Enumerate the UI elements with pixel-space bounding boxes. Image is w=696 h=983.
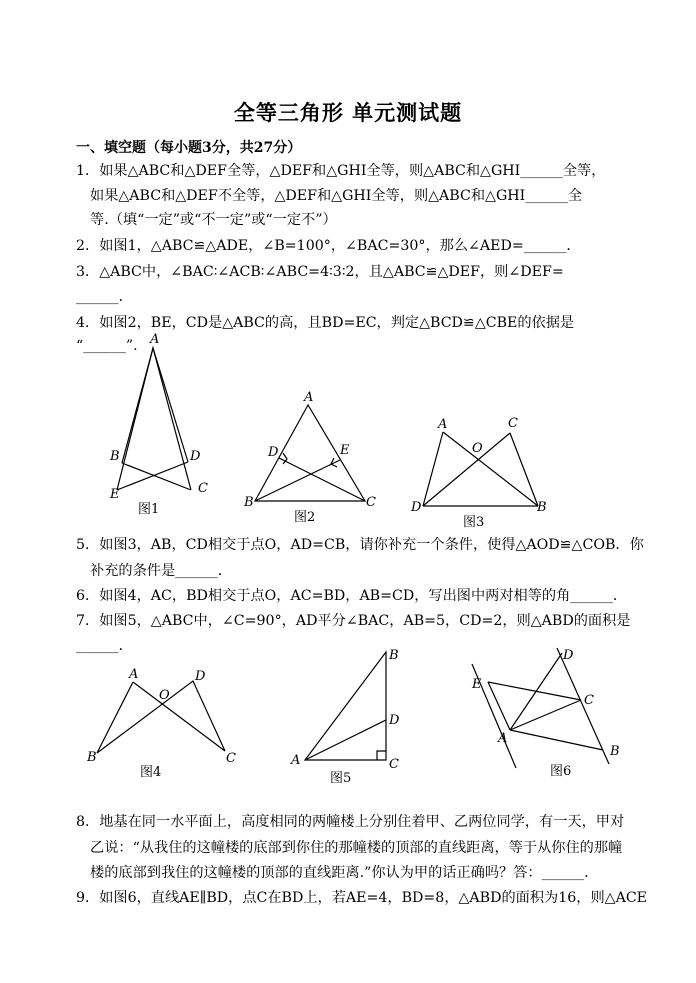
fig5-label-c: C <box>389 757 399 772</box>
figure-6 <box>468 642 628 787</box>
q3-line2: ______． <box>76 289 133 305</box>
q6-line1: 6．如图4，AC，BD相交于点O，AC=BD，AB=CD，写出图中两对相等的角______． <box>76 588 628 604</box>
fig3-label-o: O <box>472 441 483 456</box>
fig3-label-a: A <box>438 417 448 432</box>
fig6-label-e: E <box>472 677 482 692</box>
fig3-label-d: D <box>411 500 422 515</box>
q1-line2: 如果△ABC和△DEF不全等，△DEF和△GHI全等，则△ABC和△GHI______全 <box>90 188 583 204</box>
fig5-label-d: D <box>389 713 400 728</box>
figure-4 <box>85 665 245 785</box>
fig5-label-b: B <box>389 648 399 663</box>
q1-line3: 等.（填“一定”或“不一定”或“一定不”） <box>90 212 337 228</box>
fig3-caption: 图3 <box>463 515 485 530</box>
figure-2 <box>238 388 388 528</box>
fig2-label-b: B <box>244 495 254 510</box>
fig6-label-a: A <box>498 731 508 746</box>
q4-line2: “______”. <box>76 338 138 354</box>
q7-line2: ______． <box>76 638 133 654</box>
q5-line2: 补充的条件是______． <box>90 563 232 579</box>
fig4-label-o: O <box>159 688 170 703</box>
fig1-label-c: C <box>198 481 208 496</box>
fig1-label-d: D <box>190 449 201 464</box>
fig1-label-a: A <box>150 332 160 347</box>
q2-line1: 2．如图1，△ABC≌△ADE，∠B=100°，∠BAC=30°，那么∠AED=______． <box>76 238 581 254</box>
fig5-label-a: A <box>291 753 301 768</box>
q4-line1: 4．如图2，BE，CD是△ABC的高，且BD=EC，判定△BCD≌△CBE的依据是 <box>76 315 575 331</box>
fig4-label-b: B <box>87 750 97 765</box>
fig4-label-a: A <box>129 667 139 682</box>
q9-line1: 9．如图6，直线AE∥BD，点C在BD上，若AE=4，BD=8，△ABD的面积为16，则△ACE <box>76 890 648 906</box>
fig4-label-d: D <box>195 669 206 684</box>
fig6-caption: 图6 <box>550 764 572 779</box>
q8-line3: 楼的底部到我住的这幢楼的顶部的直线距离.”你认为甲的话正确吗？答：______． <box>90 865 599 881</box>
fig6-label-b: B <box>610 744 620 759</box>
section-heading: 一、填空题（每小题3分，共27分） <box>76 140 302 156</box>
fig6-label-d: D <box>563 648 574 663</box>
fig2-label-c: C <box>366 495 376 510</box>
fig2-label-e: E <box>340 443 350 458</box>
figure-5 <box>285 640 415 790</box>
figure-1 <box>100 330 230 520</box>
q5-line1: 5．如图3，AB，CD相交于点O，AD=CB，请你补充一个条件，使得△AOD≌△COB．你 <box>76 537 644 553</box>
fig1-caption: 图1 <box>138 502 160 517</box>
fig2-label-d: D <box>268 445 279 460</box>
page-title: 全等三角形 单元测试题 <box>233 100 463 125</box>
figure-3 <box>405 412 555 532</box>
q1-line1: 1．如果△ABC和△DEF全等，△DEF和△GHI全等，则△ABC和△GHI______全等， <box>76 163 606 179</box>
q8-line1: 8．地基在同一水平面上，高度相同的两幢楼上分别住着甲、乙两位同学，有一天，甲对 <box>76 814 625 830</box>
fig5-caption: 图5 <box>330 771 352 786</box>
q3-line1: 3．△ABC中，∠BAC∶∠ACB∶∠ABC=4∶3∶2，且△ABC≌△DEF，则∠DEF= <box>76 264 564 280</box>
fig4-label-c: C <box>226 751 236 766</box>
fig3-label-c: C <box>508 416 518 431</box>
fig4-caption: 图4 <box>140 765 162 780</box>
fig6-label-c: C <box>584 693 594 708</box>
fig1-label-b: B <box>110 449 120 464</box>
fig2-caption: 图2 <box>294 510 316 525</box>
q7-line1: 7．如图5，△ABC中，∠C=90°，AD平分∠BAC，AB=5，CD=2，则△ABD的面积是 <box>76 613 631 629</box>
fig2-label-a: A <box>304 390 314 405</box>
fig1-label-e: E <box>110 487 120 502</box>
fig3-label-b: B <box>537 500 547 515</box>
q8-line2: 乙说：“从我住的这幢楼的底部到你住的那幢楼的顶部的直线距离，等于从你住的那幢 <box>90 840 623 856</box>
